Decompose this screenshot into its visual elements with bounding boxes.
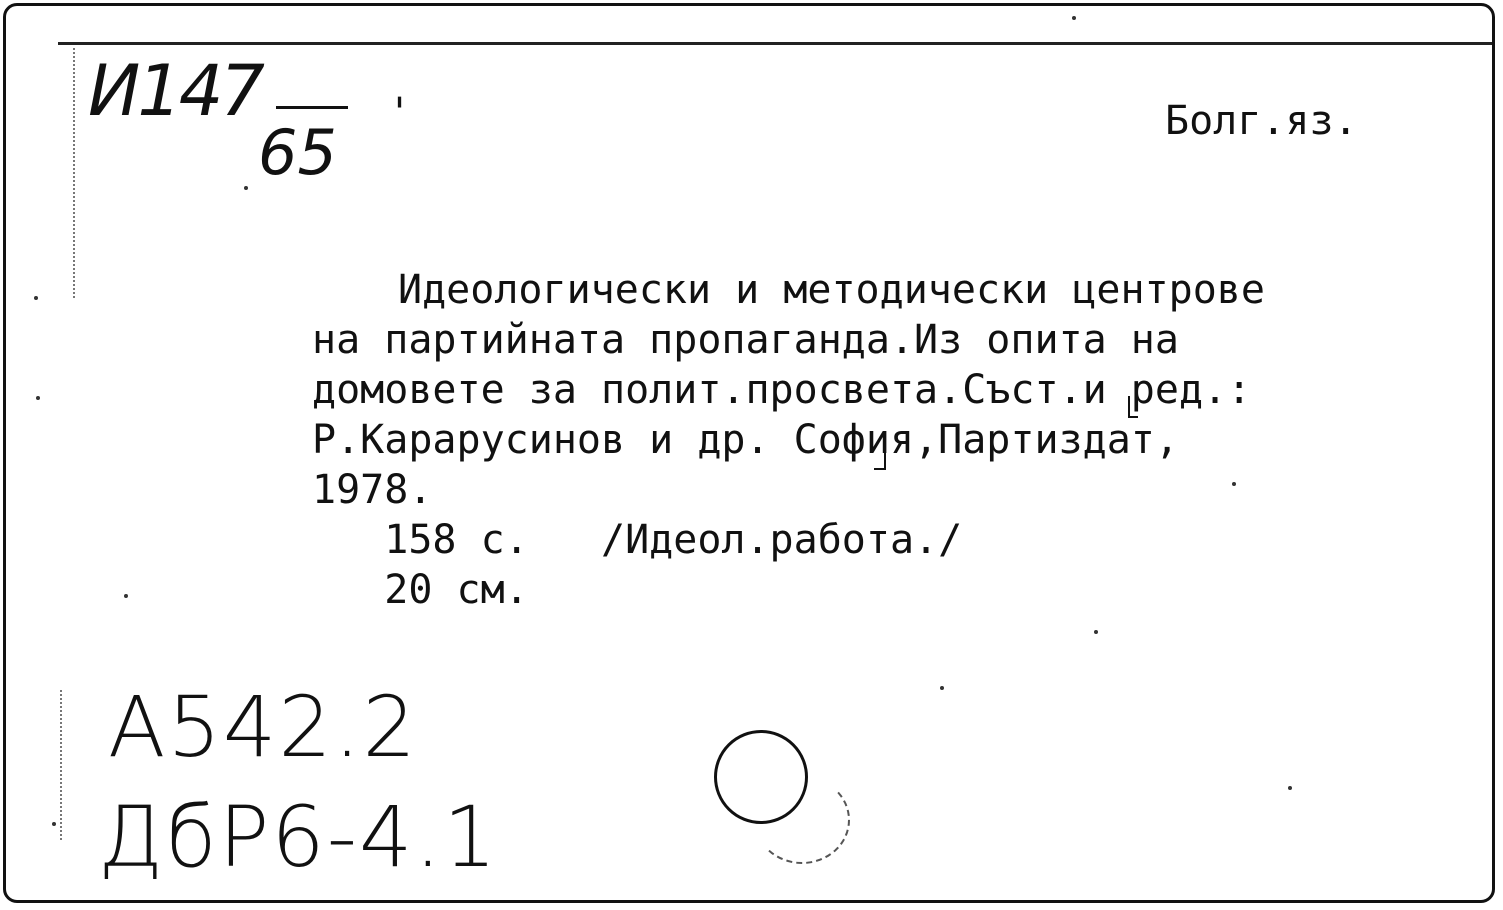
speck <box>940 686 944 690</box>
call-number-fraction-line <box>276 106 348 109</box>
top-rule <box>58 42 1492 45</box>
bracket-close <box>874 446 886 470</box>
speck <box>244 186 248 190</box>
description-line-4: Р.Карарусинов и др. София,Партиздат, <box>312 417 1179 463</box>
classification-code: А542.2 <box>108 678 418 776</box>
shelf-mark: ДбР6-4.1 <box>98 788 499 886</box>
speck <box>124 594 128 598</box>
language-label: Болг.яз. <box>1165 98 1358 144</box>
call-mark: ' <box>394 90 405 136</box>
description-line-6: 158 с. /Идеол.работа./ <box>312 517 963 563</box>
call-number-denominator: 65 <box>258 116 337 189</box>
description-line-3: домовете за полит.просвета.Съст.и ред.: <box>312 367 1252 413</box>
speck <box>1094 630 1098 634</box>
circle-stamp-shadow <box>754 776 850 864</box>
speck <box>34 296 38 300</box>
bracket-open <box>1128 396 1138 418</box>
speck <box>1072 16 1076 20</box>
description-line-1: Идеологически и методически центрове <box>398 267 1265 313</box>
speck <box>1288 786 1292 790</box>
speck <box>52 822 56 826</box>
speck <box>1232 482 1236 486</box>
call-number: И147 <box>88 50 262 132</box>
margin-rule-lower <box>60 690 62 840</box>
description-line-7: 20 см. <box>312 567 529 613</box>
description-line-2: на партийната пропаганда.Из опита на <box>312 317 1179 363</box>
speck <box>36 396 40 400</box>
description-line-5: 1978. <box>312 467 433 513</box>
margin-rule <box>73 48 75 298</box>
